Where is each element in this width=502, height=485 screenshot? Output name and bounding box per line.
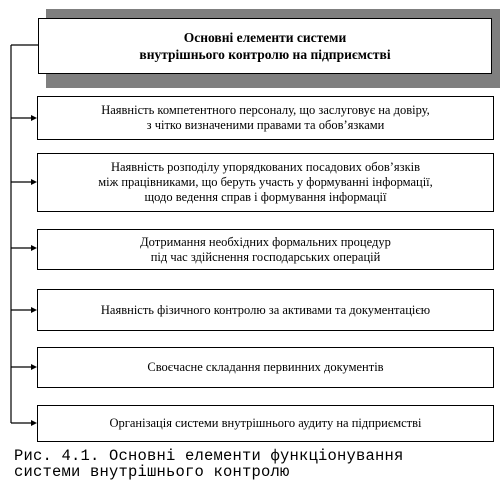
- figure-caption: Рис. 4.1. Основні елементи функціонування системи внутрішнього контролю: [14, 447, 404, 481]
- element-box-6: Організація системи внутрішнього аудиту на підприємстві: [37, 405, 494, 442]
- element-box-5: Своєчасне складання первинних документів: [37, 347, 494, 388]
- arrow-5: [11, 364, 37, 370]
- arrow-3: [11, 245, 37, 251]
- element-box-4: Наявність фізичного контролю за активами та документацією: [37, 289, 494, 331]
- arrow-4: [11, 307, 37, 313]
- arrow-1: [11, 115, 37, 121]
- element-box-2: Наявність розподілу упорядкованих посадових обов’язків між працівниками, що беруть участь у формуванні інформації, щодо ведення справ і формування інформації: [37, 153, 494, 212]
- diagram-title-box: Основні елементи системи внутрішнього контролю на підприємстві: [38, 18, 492, 74]
- arrow-2: [11, 179, 37, 185]
- element-box-1: Наявність компетентного персоналу, що заслуговує на довіру, з чітко визначеними правами та обов’язками: [37, 96, 494, 140]
- element-box-3: Дотримання необхідних формальних процедур під час здійснення господарських операцій: [37, 229, 494, 270]
- arrow-6: [11, 420, 37, 426]
